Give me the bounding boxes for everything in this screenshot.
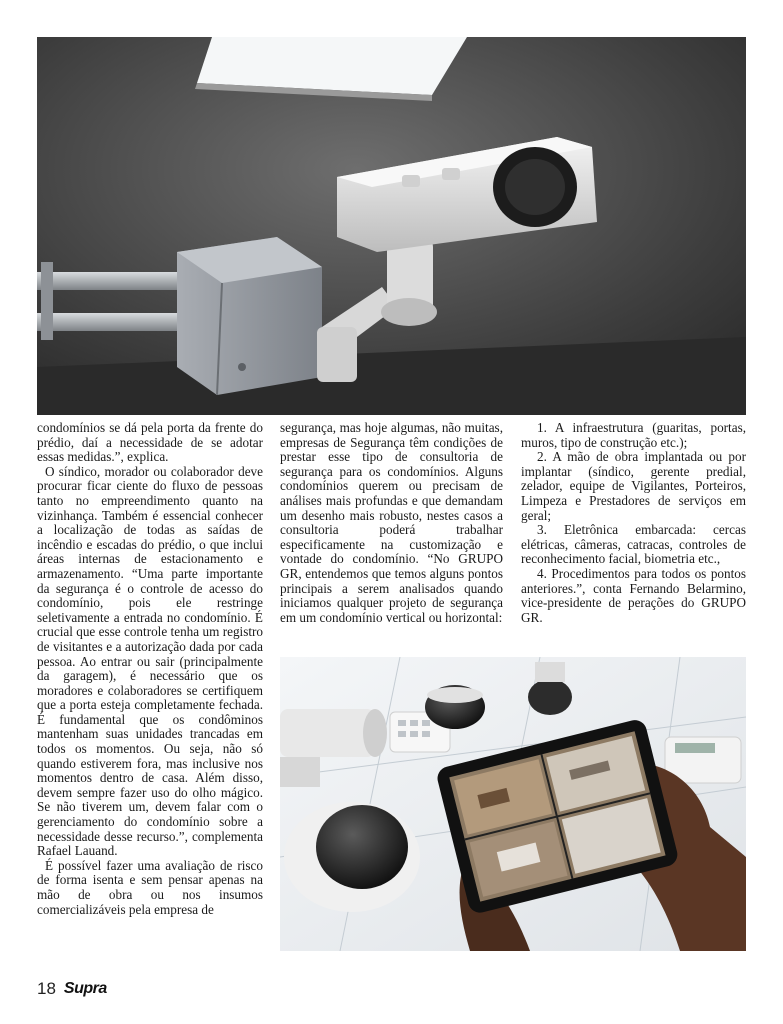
- paragraph: É possível fazer uma avaliação de risco de forma isenta e sem pensar apenas na mão de obra ou nos insumos comercializáveis pela empresa de: [37, 857, 263, 917]
- magazine-logo: [64, 980, 107, 998]
- article-column-3: [521, 421, 746, 651]
- page-footer: [37, 978, 107, 1000]
- magazine-logo-text: Supra: [63, 980, 107, 997]
- list-item: 2. A mão de obra implantada ou por implantar (síndico, gerente predial, zelador, equipe de Vigilantes, Porteiros, Limpeza e Prestadores de serviços em geral;: [521, 449, 746, 523]
- photo-tablet-cctv-monitoring: [280, 657, 746, 951]
- page-number: 18: [37, 979, 56, 998]
- list-item: 3. Eletrônica embarcada: cercas elétricas, câmeras, catracas, controles de reconhecimento facial, biometria etc.,: [521, 522, 746, 567]
- hero-photo-security-camera: [37, 37, 746, 415]
- article-column-2: [280, 421, 503, 651]
- list-item: 4. Procedimentos para todos os pontos anteriores.”, conta Fernando Belarmino, vice-presidente de perações do GRUPO GR.: [521, 565, 746, 625]
- paragraph: condomínios se dá pela porta da frente do prédio, daí a necessidade de se adotar essas medidas.”, explica.: [37, 420, 263, 465]
- paragraph: segurança, mas hoje algumas, não muitas, empresas de Segurança têm condições de prestar esse tipo de consultoria de segurança para os condomínios. Alguns condomínios querem ou precisam de análises mais profundas e que demandam um desenho mais robusto, nestes casos a consultoria poderá trabalhar especificamente na customização e vontade do condomínio. “No GRUPO GR, entendemos que temos alguns pontos principais a serem analisados quando iniciamos qualquer projeto de segurança em um condomínio vertical ou horizontal:: [280, 420, 503, 625]
- list-item: 1. A infraestrutura (guaritas, portas, muros, tipo de construção etc.);: [521, 420, 746, 450]
- paragraph: O síndico, morador ou colaborador deve procurar ficar ciente do fluxo de pessoas tanto no empreendimento quanto na vizinhança. Também é essencial conhecer a localização de todas as saídas de incêndio e escadas do prédio, o que inclui áreas internas de estacionamento e armazenamento. “Uma parte importante da segurança é o controle de acesso do condomínio, pois ele restringe seletivamente a entrada no condomínio. É crucial que esse controle tenha um registro de visitantes e a autorização dada por cada pessoa. Ao entrar ou sair (principalmente da garagem), é necessário que os moradores e colaboradores se certifiquem que a porta esteja completamente fechada. É fundamental que os condôminos mantenham suas unidades trancadas em todos os momentos. Ou seja, não só quando estiverem fora, mas inclusive nos momentos dentro de casa. Além disso, devem sempre fazer uso do olho mágico. Se não tiverem um, devem falar com o gerenciamento do condomínio sobre a necessidade desse recurso.”, complementa Rafael Lauand.: [37, 463, 263, 859]
- article-column-1: [37, 421, 263, 951]
